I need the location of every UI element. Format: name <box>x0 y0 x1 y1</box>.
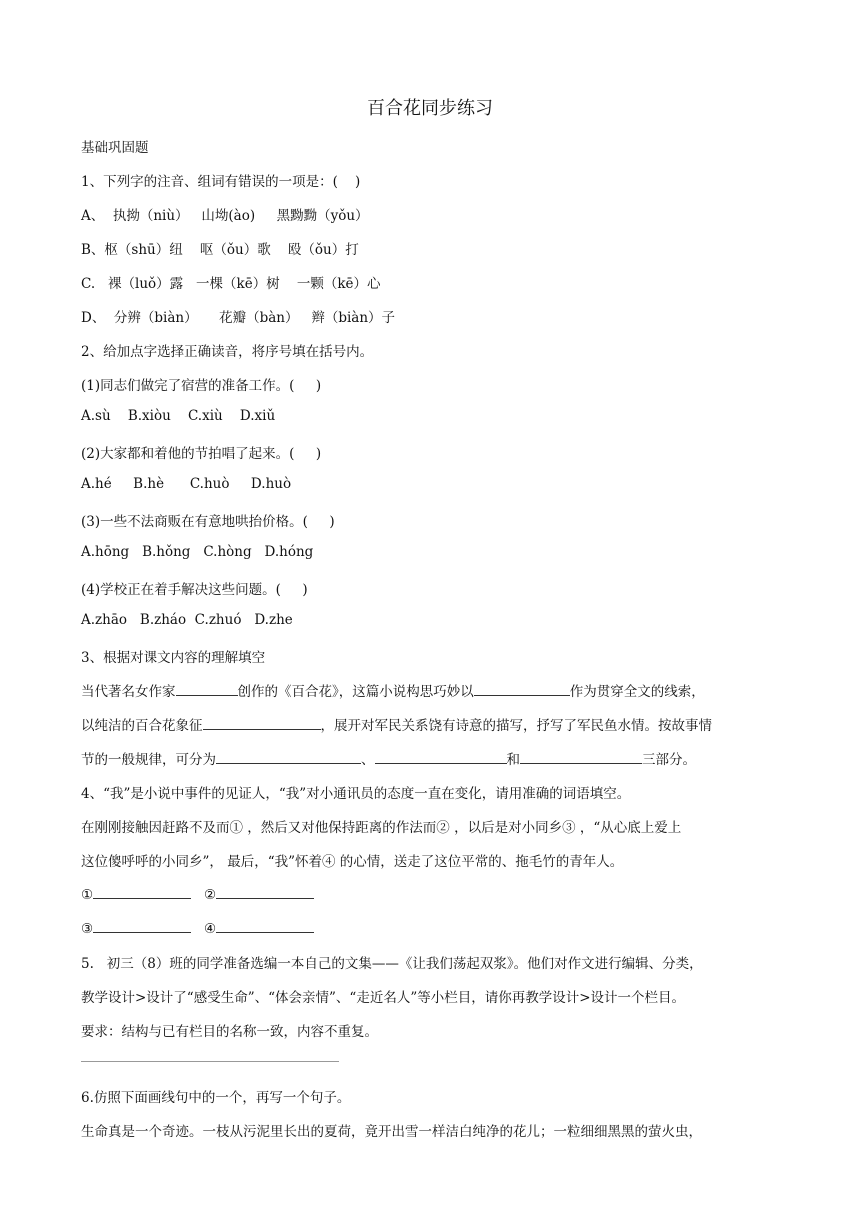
answer-blank-4[interactable] <box>216 918 314 933</box>
q5-passage-2: 教学设计>设计了“感受生命”、“体会亲情”、“走近名人”等小栏目，请你再教学设计>设计一个栏目。 <box>81 990 686 1006</box>
q3-line-3: 节的一般规律，可分为 、 和 三部分。 <box>81 748 696 768</box>
q2-options-2: A.hé B.hè C.huò D.huò <box>81 476 292 492</box>
q4-stem: 4、“我”是小说中事件的见证人，“我”对小通讯员的态度一直在变化，请用准确的词语填空。 <box>81 786 631 802</box>
q2-sentence-4: (4)学校正在着手解决这些问题。( ) <box>81 582 308 598</box>
q1-stem: 1、下列字的注音、组词有错误的一项是：( ) <box>81 174 361 190</box>
q1-option-b: B、枢（shū）纽 呕（ǒu）歌 殴（ǒu）打 <box>81 242 359 258</box>
q4-answer-row-2: ③ ④ <box>81 918 314 937</box>
q3-stem: 3、根据对课文内容的理解填空 <box>81 650 266 666</box>
q4-passage-2: 这位傻呼呼的小同乡”， 最后，“我”怀着④ 的心情，送走了这位平常的、拖毛竹的青年人。 <box>81 854 624 870</box>
answer-blank-3[interactable] <box>93 918 191 933</box>
q4-passage-1: 在刚刚接触因赶路不及而① ，然后又对他保持距离的作法而② ，以后是对小同乡③ ，“从心底上爱上 <box>81 820 682 836</box>
blank-part-1[interactable] <box>216 749 361 764</box>
answer-blank-1[interactable] <box>93 884 191 899</box>
q2-stem: 2、给加点字选择正确读音，将序号填在括号内。 <box>81 344 374 360</box>
q1-option-c: C. 裸（luǒ）露 一棵（kē）树 一颗（kē）心 <box>81 276 381 292</box>
q5-requirement: 要求：结构与已有栏目的名称一致，内容不重复。 <box>81 1024 378 1040</box>
q2-sentence-2: (2)大家都和着他的节拍唱了起来。( ) <box>81 446 322 462</box>
q3-line-1: 当代著名女作家 创作的《百合花》，这篇小说构思巧妙以 作为贯穿全文的线索， <box>81 680 705 700</box>
blank-author[interactable] <box>176 681 238 696</box>
q4-answer-row-1: ① ② <box>81 884 314 903</box>
page-title: 百合花同步练习 <box>367 98 493 119</box>
section-heading: 基础巩固题 <box>81 140 149 156</box>
q2-options-4: A.zhāo B.zháo C.zhuó D.zhe <box>81 612 293 628</box>
blank-clue[interactable] <box>474 681 570 696</box>
q5-passage-1: 5. 初三（8）班的同学准备选编一本自己的文集——《让我们荡起双浆》。他们对作文进行编辑、分类， <box>81 956 703 972</box>
q2-options-1: A.sù B.xiòu C.xiù D.xiǔ <box>81 408 276 424</box>
q2-options-3: A.hōng B.hǒng C.hòng D.hóng <box>81 544 314 560</box>
q2-sentence-1: (1)同志们做完了宿营的准备工作。( ) <box>81 378 322 394</box>
q6-passage-1: 生命真是一个奇迹。一枝从污泥里长出的夏荷，竟开出雪一样洁白纯净的花儿；一粒细细黑黑的萤火虫， <box>81 1124 702 1140</box>
q1-option-a: A、 执拗（niù） 山坳(ào) 黑黝黝（yǒu） <box>81 208 369 224</box>
blank-part-3[interactable] <box>520 749 642 764</box>
q3-line-2: 以纯洁的百合花象征 ，展开对军民关系饶有诗意的描写，抒写了军民鱼水情。按故事情 <box>81 714 712 734</box>
q2-sentence-3: (3)一些不法商贩在有意地哄抬价格。( ) <box>81 514 335 530</box>
blank-symbol[interactable] <box>203 715 321 730</box>
answer-blank-2[interactable] <box>216 884 314 899</box>
q5-answer-line[interactable] <box>81 1061 339 1062</box>
blank-part-2[interactable] <box>375 749 507 764</box>
q6-stem: 6.仿照下面画线句中的一个，再写一个句子。 <box>81 1090 351 1106</box>
q1-option-d: D、 分辨（biàn） 花瓣（bàn） 辫（biàn）子 <box>81 310 396 326</box>
